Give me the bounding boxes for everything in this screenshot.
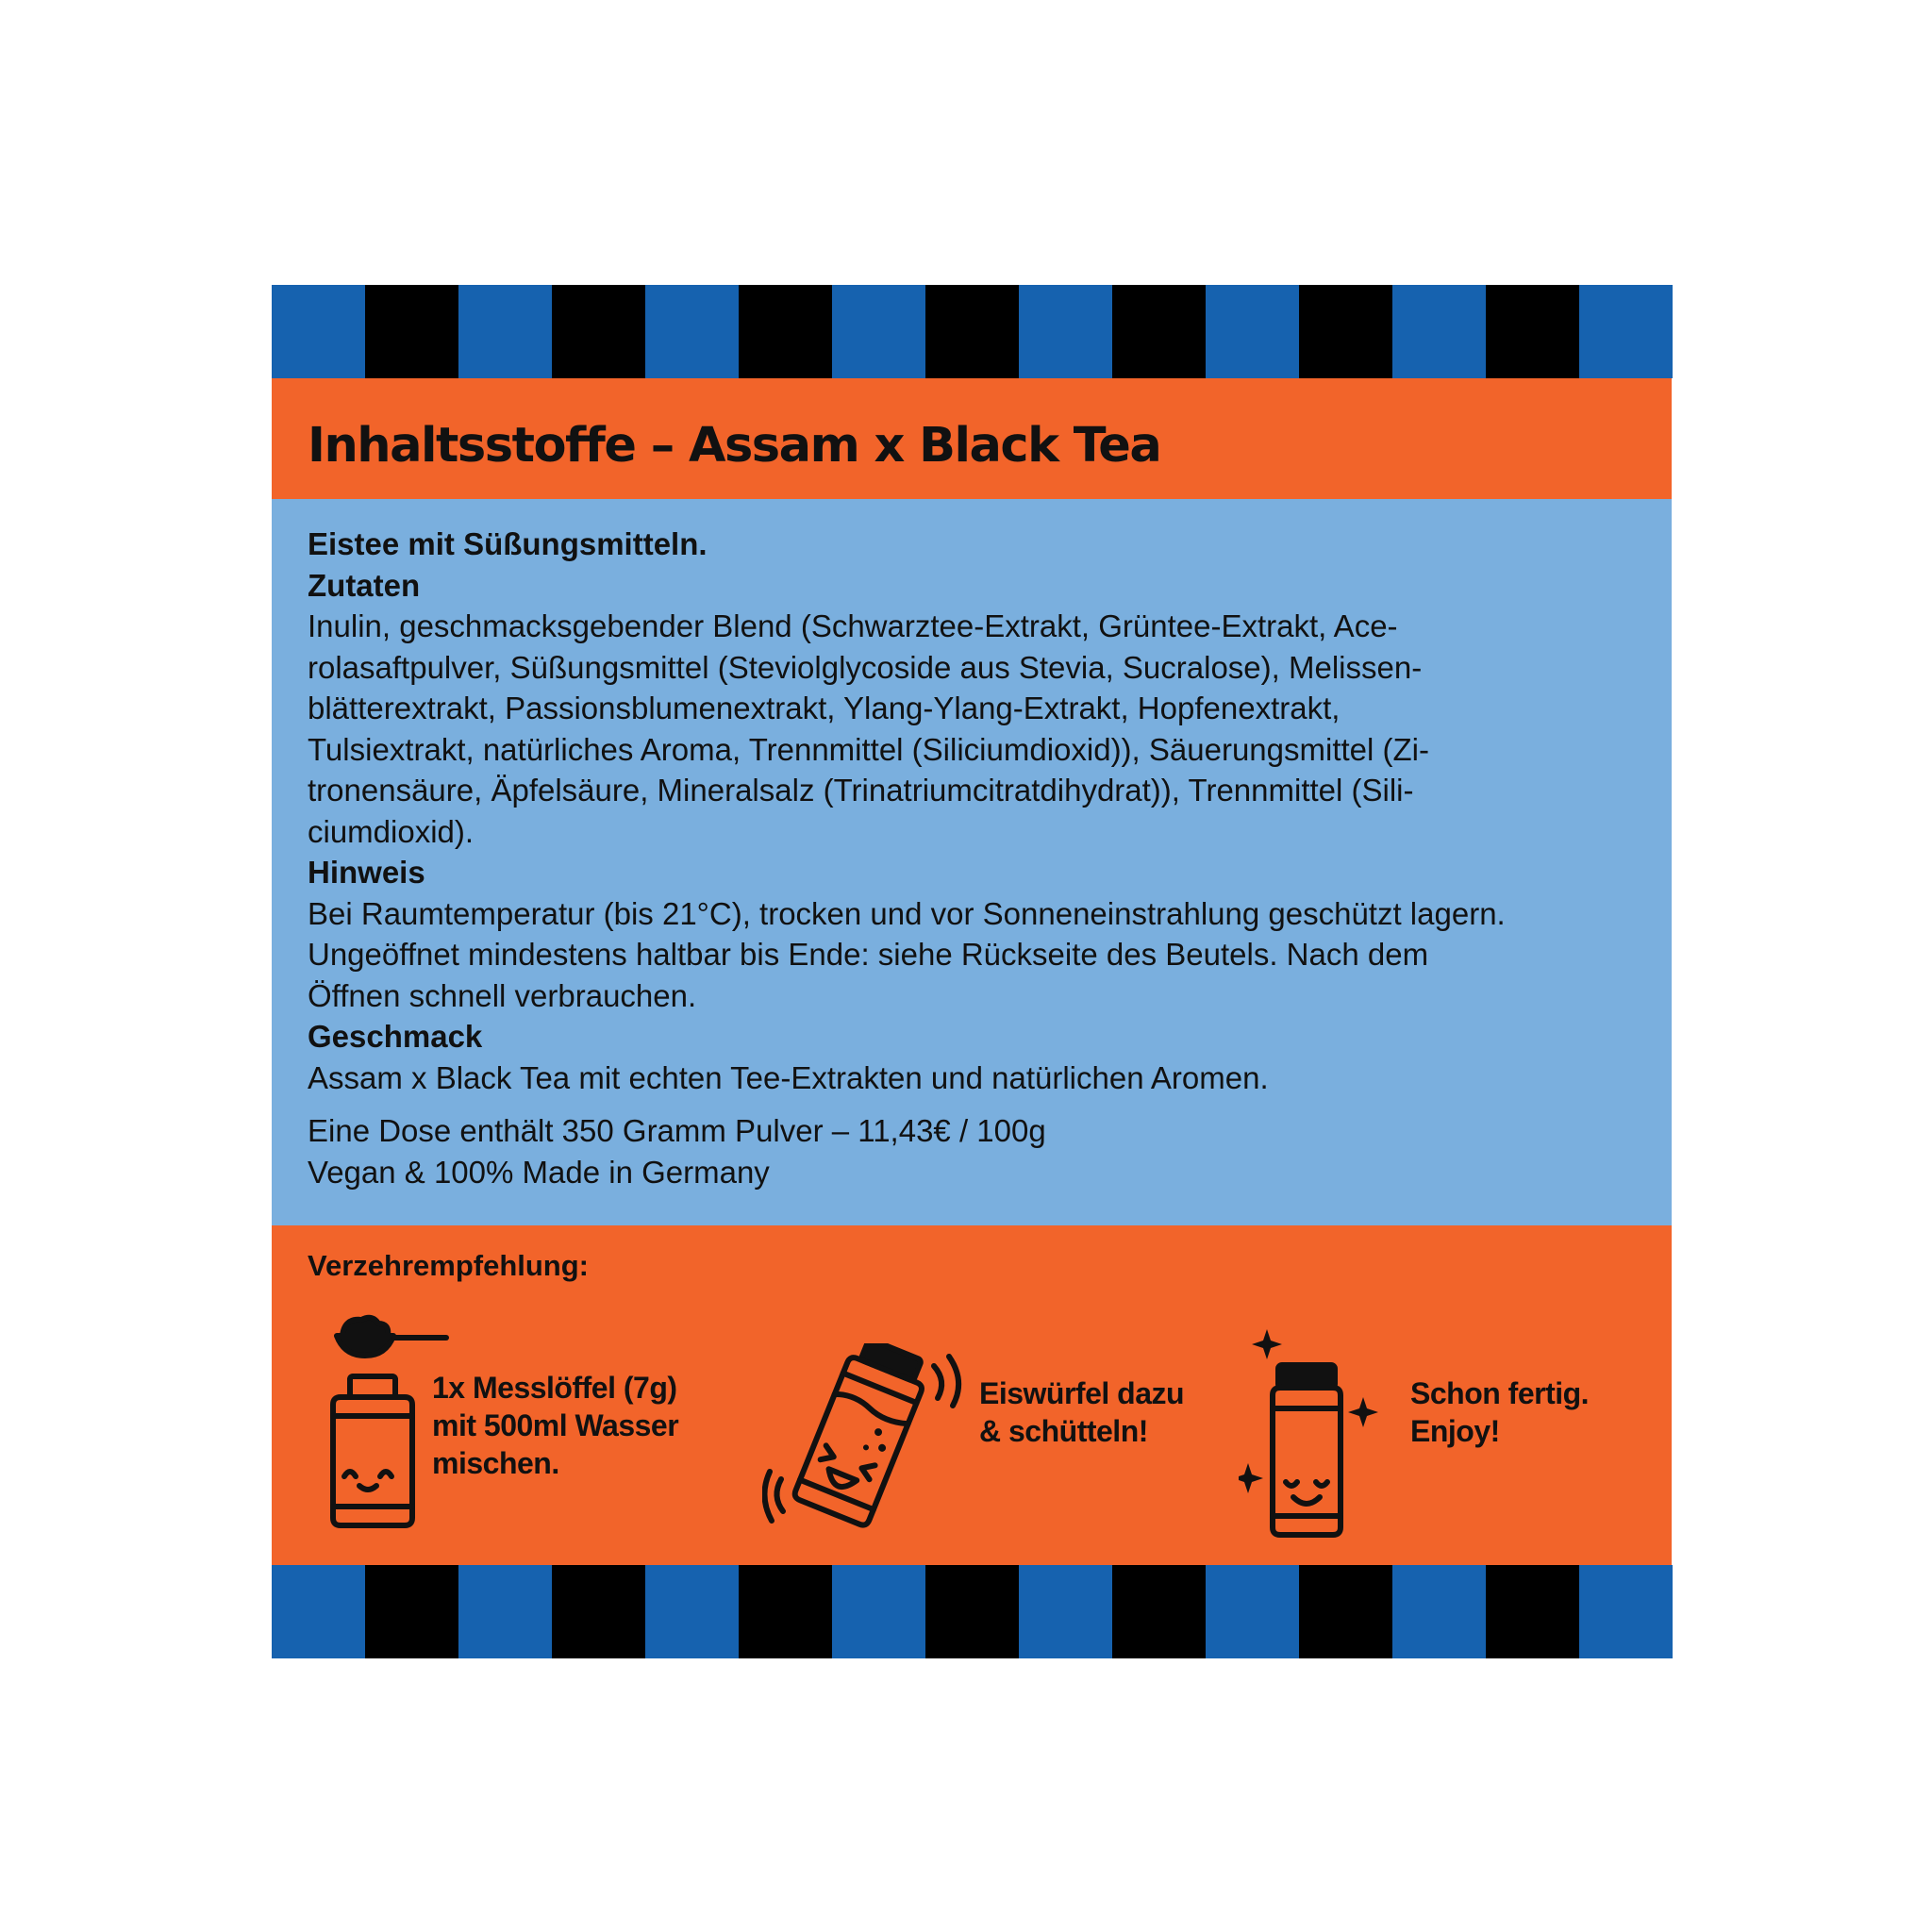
dose-content-text: Eine Dose enthält 350 Gramm Pulver – 11,43€ / 100g: [308, 1113, 1046, 1148]
stripe-square: [1206, 285, 1299, 378]
page-title: Inhaltsstoffe – Assam x Black Tea: [308, 418, 1161, 474]
hinweis-line: Öffnen schnell verbrauchen.: [308, 977, 697, 1013]
step-1-text: 1x Messlöffel (7g) mit 500ml Wasser mischen.: [432, 1371, 679, 1480]
stripe-square: [272, 285, 365, 378]
stripe-square: [1392, 1565, 1486, 1658]
stripe-square: [1486, 1565, 1579, 1658]
stripe-square: [1392, 285, 1486, 378]
info-panel: [272, 499, 1672, 1225]
stripe-square: [1299, 285, 1392, 378]
step-2-text: Eiswürfel dazu & schütteln!: [979, 1376, 1185, 1448]
stripe-square: [832, 1565, 925, 1658]
geschmack-heading: Geschmack: [308, 1019, 483, 1054]
recommendation-panel: [272, 1225, 1672, 1565]
stripe-square: [1299, 1565, 1392, 1658]
stripe-square: [1019, 1565, 1112, 1658]
stripe-square: [739, 1565, 832, 1658]
stripe-square: [1112, 285, 1206, 378]
stripe-square: [458, 1565, 552, 1658]
hinweis-line: Ungeöffnet mindestens haltbar bis Ende: siehe Rückseite des Beutels. Nach dem: [308, 937, 1429, 972]
stripe-square: [365, 285, 458, 378]
stripe-square: [645, 285, 739, 378]
bottom-stripe-border: [272, 1565, 1672, 1658]
stripe-square: [645, 1565, 739, 1658]
hinweis-text: [308, 893, 1647, 1017]
stripe-square: [365, 1565, 458, 1658]
product-subtitle: Eistee mit Süßungsmitteln.: [308, 526, 708, 561]
sparkling-bottle-icon: [1239, 1329, 1380, 1541]
title-band: [272, 378, 1672, 499]
step-3-text: Schon fertig. Enjoy!: [1410, 1376, 1590, 1448]
zutaten-line: rolasaftpulver, Süßungsmittel (Steviolglycoside aus Stevia, Sucralose), Melissen-: [308, 649, 1423, 685]
stripe-square: [552, 1565, 645, 1658]
stripe-square: [1579, 1565, 1673, 1658]
stripe-square: [925, 285, 1019, 378]
hinweis-heading: Hinweis: [308, 855, 425, 890]
stripe-square: [1579, 285, 1673, 378]
stripe-square: [925, 1565, 1019, 1658]
zutaten-line: Tulsiextrakt, natürliches Aroma, Trennmittel (Siliciumdioxid)), Säuerungsmittel (Zi-: [308, 731, 1429, 767]
ingredients-card: [272, 285, 1672, 1658]
stripe-square: [739, 285, 832, 378]
zutaten-line: Inulin, geschmacksgebender Blend (Schwarztee-Extrakt, Grüntee-Extrakt, Ace-: [308, 608, 1398, 643]
geschmack-text: Assam x Black Tea mit echten Tee-Extrakten und natürlichen Aromen.: [308, 1059, 1269, 1095]
stripe-square: [458, 285, 552, 378]
shaking-bottle-icon: [762, 1343, 970, 1541]
stripe-square: [1206, 1565, 1299, 1658]
recommendation-heading: Verzehrempfehlung:: [308, 1249, 589, 1282]
vegan-text: Vegan & 100% Made in Germany: [308, 1154, 770, 1190]
stripe-square: [272, 1565, 365, 1658]
hinweis-line: Bei Raumtemperatur (bis 21°C), trocken und vor Sonneneinstrahlung geschützt lagern.: [308, 895, 1506, 931]
zutaten-line: tronensäure, Äpfelsäure, Mineralsalz (Trinatriumcitratdihydrat)), Trennmittel (Sili-: [308, 773, 1414, 808]
zutaten-text: [308, 606, 1647, 852]
stripe-square: [552, 285, 645, 378]
zutaten-line: ciumdioxid).: [308, 813, 475, 849]
stripe-square: [1486, 285, 1579, 378]
top-stripe-border: [272, 285, 1672, 378]
stripe-square: [1019, 285, 1112, 378]
zutaten-line: blätterextrakt, Passionsblumenextrakt, Ylang-Ylang-Extrakt, Hopfenextrakt,: [308, 691, 1341, 725]
stripe-square: [832, 285, 925, 378]
zutaten-heading: Zutaten: [308, 567, 421, 603]
stripe-square: [1112, 1565, 1206, 1658]
